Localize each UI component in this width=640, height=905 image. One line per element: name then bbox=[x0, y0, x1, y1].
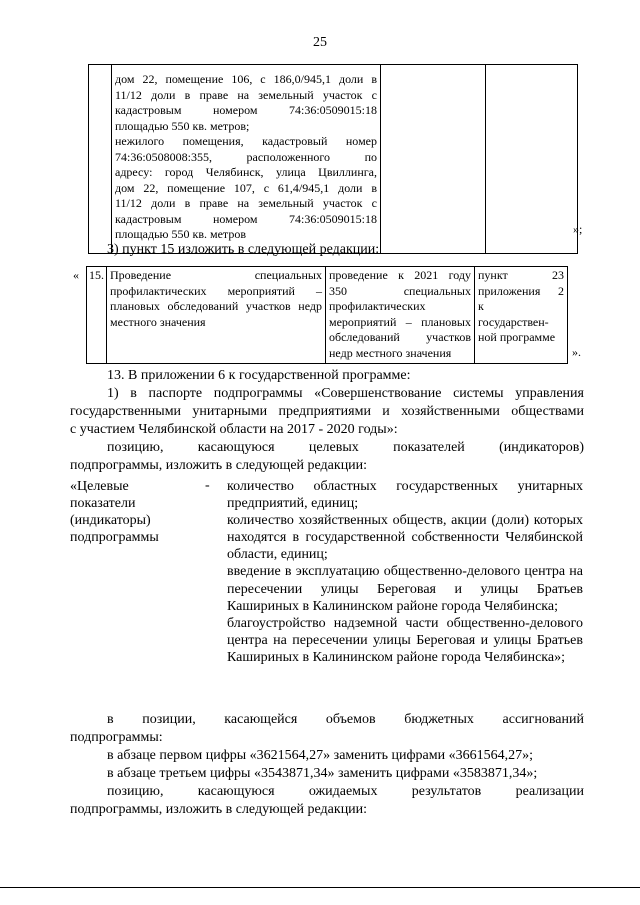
table-text-line: профилактических bbox=[329, 299, 426, 313]
activity-cell bbox=[107, 267, 326, 364]
targets-field-value bbox=[227, 478, 583, 666]
table-text-line: плановых обследований участков недр bbox=[110, 299, 322, 313]
table-text-line: 74:36:0508008:355, расположенного по bbox=[115, 149, 377, 164]
table-row bbox=[87, 267, 568, 364]
table-cell-empty bbox=[381, 65, 486, 254]
label-line: подпрограммы bbox=[70, 530, 159, 545]
position-results-line: подпрограммы, изложить в следующей редакции: bbox=[70, 802, 368, 817]
table-text-line: к bbox=[478, 299, 484, 313]
closing-quote-mark: ». bbox=[572, 345, 581, 359]
target-item: благоустройство надземной части общественно-делового центра на пересечении улицы Береговая и улицы Братьев Кашириных в Калининском районе города Челябинска»; bbox=[227, 615, 583, 665]
opening-quote-mark: « bbox=[73, 268, 79, 282]
table-text-line: ной программе bbox=[478, 330, 556, 344]
position-targets-line: подпрограммы, изложить в следующей редакции: bbox=[70, 458, 368, 473]
label-line: (индикаторы) bbox=[70, 513, 151, 528]
table-text-line: 350 специальных bbox=[329, 283, 471, 298]
target-item: количество областных государственных унитарных предприятий, единиц; bbox=[227, 479, 583, 512]
reference-cell bbox=[475, 267, 568, 364]
targets-field-label bbox=[70, 478, 159, 546]
table-text-line: нежилого помещения, кадастровый номер bbox=[115, 134, 377, 148]
property-description-cell bbox=[112, 65, 381, 254]
table-row bbox=[89, 65, 578, 254]
table-text-line: площадью 550 кв. метров; bbox=[115, 118, 250, 133]
table-text-line: приложения 2 bbox=[478, 283, 564, 298]
item-1-line: государственными унитарными предприятиями и хозяйственными обществами bbox=[70, 404, 584, 419]
row-number-cell: 15. bbox=[87, 267, 107, 364]
closing-quote-mark: »; bbox=[573, 222, 583, 236]
table-text-line: адресу: город Челябинск, улица Цвиллинга, bbox=[115, 165, 377, 179]
item-3-intro: 3) пункт 15 изложить в следующей редакции: bbox=[107, 242, 380, 257]
replace-first-paragraph: в абзаце первом цифры «3621564,27» заменить цифрами «3661564,27»; bbox=[107, 748, 533, 763]
page-number: 25 bbox=[313, 35, 327, 50]
table-text-line: недр местного значения bbox=[329, 345, 452, 360]
target-item: количество хозяйственных обществ, акции (доли) которых находятся в государственной собственности Челябинской области, единиц; bbox=[227, 513, 583, 563]
table-text-line: государствен- bbox=[478, 314, 549, 329]
bottom-divider bbox=[0, 887, 640, 888]
replace-third-paragraph: в абзаце третьем цифры «3543871,34» заменить цифрами «3583871,34»; bbox=[107, 766, 538, 781]
table-text-line: дом 22, помещение 107, с 61,4/945,1 доли в bbox=[115, 180, 377, 195]
target-cell bbox=[326, 267, 475, 364]
item-1-line: 1) в паспорте подпрограммы «Совершенствование системы управления bbox=[107, 386, 584, 401]
position-budget-line: в позиции, касающейся объемов бюджетных ассигнований bbox=[107, 712, 584, 727]
item-1-line: с участием Челябинской области на 2017 - 2020 годы»: bbox=[70, 422, 398, 437]
table-cell-empty bbox=[89, 65, 112, 254]
position-results-line: позицию, касающуюся ожидаемых результатов реализации bbox=[107, 784, 584, 799]
target-item: введение в эксплуатацию общественно-делового центра на пересечении улицы Береговая и улицы Братьев Кашириных в Калининском районе города Челябинска; bbox=[227, 564, 583, 614]
section-13-heading: 13. В приложении 6 к государственной программе: bbox=[107, 368, 411, 383]
table-cell-empty bbox=[486, 65, 578, 254]
table-text-line: обследований участков bbox=[329, 330, 471, 344]
table-text-line: дом 22, помещение 106, с 186,0/945,1 доли в bbox=[115, 72, 377, 86]
table-text-line: Проведение специальных bbox=[110, 268, 322, 282]
label-dash: - bbox=[205, 478, 210, 493]
table-text-line: пункт 23 bbox=[478, 268, 564, 282]
table-text-line: профилактических мероприятий – bbox=[110, 283, 322, 298]
table-text-line: мероприятий – плановых bbox=[329, 314, 471, 329]
point-15-table bbox=[86, 266, 568, 364]
table-text-line: 11/12 доли в праве на земельный участок с bbox=[115, 196, 377, 210]
table-text-line: местного значения bbox=[110, 314, 206, 329]
position-targets-line: позицию, касающуюся целевых показателей (индикаторов) bbox=[107, 440, 584, 455]
table-text-line: кадастровым номером 74:36:0509015:18 bbox=[115, 103, 377, 117]
label-line: показатели bbox=[70, 496, 136, 511]
position-budget-line: подпрограммы: bbox=[70, 730, 163, 745]
label-line: «Целевые bbox=[70, 479, 129, 494]
table-text-line: проведение к 2021 году bbox=[329, 268, 471, 282]
continuation-table bbox=[88, 64, 578, 254]
table-text-line: 11/12 доли в праве на земельный участок с bbox=[115, 87, 377, 102]
table-text-line: площадью 550 кв. метров bbox=[115, 227, 246, 241]
table-text-line: кадастровым номером 74:36:0509015:18 bbox=[115, 211, 377, 226]
